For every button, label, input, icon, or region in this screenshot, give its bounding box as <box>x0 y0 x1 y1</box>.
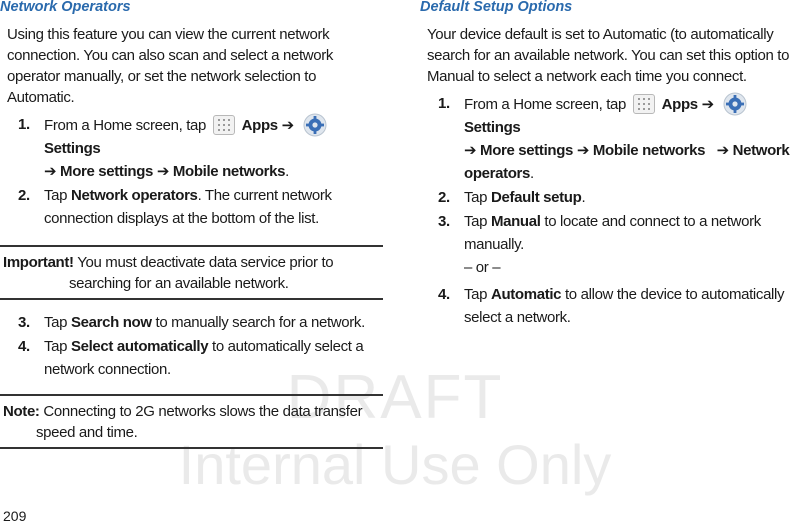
apps-grid-icon <box>633 94 655 114</box>
left-step-3: 3. Tap Search now to manually search for a network. <box>18 314 365 331</box>
network-operators-intro: Using this feature you can view the current network connection. You can also scan and select a network operator manually, or set the network selection to Automatic. <box>7 26 334 106</box>
watermark-internal: Internal Use Only <box>178 433 612 496</box>
default-setup-heading: Default Setup Options <box>420 0 573 15</box>
left-step-1: 1. From a Home screen, tap Apps ➔ Settings ➔ More settings ➔ Mobile networks. <box>18 113 383 183</box>
network-operators-heading: Network Operators <box>0 0 131 15</box>
important-text: You must deactivate data service prior to searching for an available network. <box>69 254 334 292</box>
watermark-draft: DRAFT <box>286 363 504 432</box>
important-note <box>0 245 383 300</box>
page-number: 209 <box>3 508 27 524</box>
apps-grid-icon <box>213 115 235 135</box>
right-step-3: 3. Tap Manual to locate and connect to a network manually. <box>438 213 761 253</box>
or-separator: – or – <box>464 259 501 276</box>
right-column <box>420 0 790 329</box>
right-step-1: 1. From a Home screen, tap Apps ➔ Settings ➔ More settings ➔ Mobile networks ➔ Network operators. <box>438 92 790 185</box>
right-step-2: 2. Tap Default setup. <box>438 189 586 206</box>
right-step-4: 4. Tap Automatic to allow the device to automatically select a network. <box>438 286 785 326</box>
settings-gear-icon <box>721 92 749 116</box>
left-column <box>0 0 383 449</box>
left-step-2: 2. Tap Network operators. The current network connection displays at the bottom of the list. <box>18 187 332 227</box>
settings-gear-icon <box>301 113 329 137</box>
note-label: Note: <box>3 403 40 420</box>
important-label: Important! <box>3 254 74 271</box>
note-text: Connecting to 2G networks slows the data transfer speed and time. <box>36 403 363 441</box>
default-setup-intro: Your device default is set to Automatic (to automatically search for an available network. You can set this option to Manual to select a network each time you connect. <box>427 26 790 85</box>
left-step-4: 4. Tap Select automatically to automatically select a network connection. <box>18 338 364 378</box>
note-box <box>0 394 383 449</box>
